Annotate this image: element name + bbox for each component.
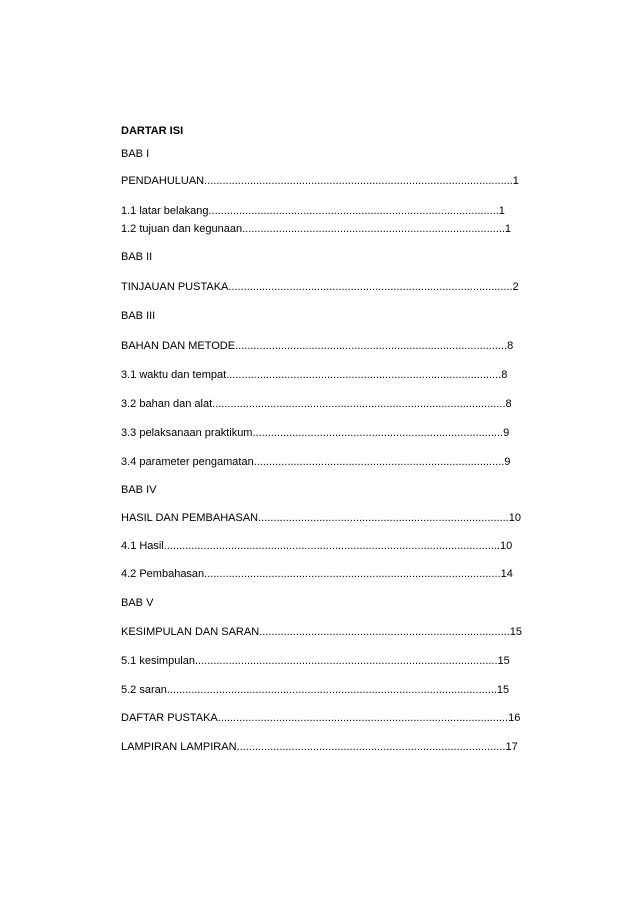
toc-bab-5: BAB V: [121, 597, 154, 609]
toc-entry-1-2: 1.2 tujuan dan kegunaan......................................................................................1: [121, 223, 512, 235]
toc-entry-3-2: 3.2 bahan dan alat................................................................................................8: [121, 398, 512, 410]
toc-entry-4-2: 4.2 Pembahasan.................................................................................................14: [121, 568, 513, 580]
toc-entry-daftar-pustaka: DAFTAR PUSTAKA...............................................................................................16: [121, 712, 521, 724]
toc-entry-3-1: 3.1 waktu dan tempat..........................................................................................8: [121, 369, 508, 381]
toc-entry-pendahuluan: PENDAHULUAN.....................................................................................................1: [121, 175, 519, 187]
toc-entry-5-2: 5.2 saran............................................................................................................15: [121, 684, 510, 696]
toc-entry-3-3: 3.3 pelaksanaan praktikum..................................................................................9: [121, 427, 510, 439]
toc-entry-tinjauan-pustaka: TINJAUAN PUSTAKA.............................................................................................2: [121, 281, 519, 293]
toc-bab-2: BAB II: [121, 251, 153, 263]
toc-title: DARTAR ISI: [121, 125, 184, 137]
toc-entry-3-4: 3.4 parameter pengamatan..................................................................................9: [121, 456, 511, 468]
toc-entry-lampiran: LAMPIRAN LAMPIRAN........................................................................................17: [121, 741, 518, 753]
toc-entry-bahan-dan-metode: BAHAN DAN METODE.........................................................................................8: [121, 340, 514, 352]
toc-bab-4: BAB IV: [121, 484, 157, 496]
toc-entry-hasil-dan-pembahasan: HASIL DAN PEMBAHASAN..................................................................................10: [121, 512, 521, 524]
toc-bab-3: BAB III: [121, 310, 156, 322]
toc-entry-kesimpulan-dan-saran: KESIMPULAN DAN SARAN..................................................................................15: [121, 626, 522, 638]
toc-entry-5-1: 5.1 kesimpulan...................................................................................................15: [121, 655, 510, 667]
toc-bab-1: BAB I: [121, 148, 150, 160]
toc-entry-4-1: 4.1 Hasil..............................................................................................................10: [121, 540, 513, 552]
toc-entry-1-1: 1.1 latar belakang...............................................................................................1: [121, 205, 505, 217]
